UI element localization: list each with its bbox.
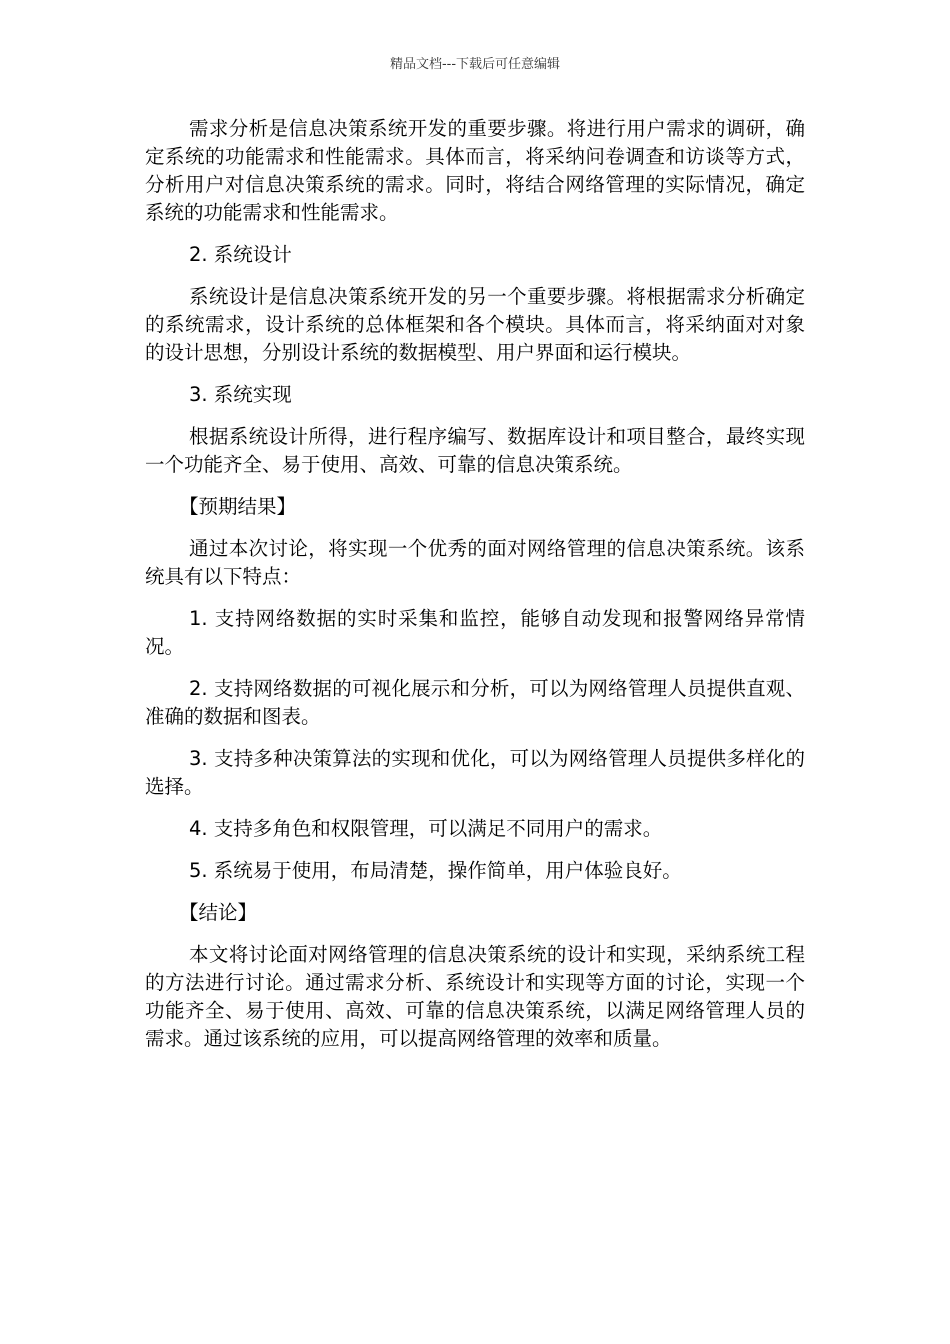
- system-implementation-paragraph: 根据系统设计所得，进行程序编写、数据库设计和项目整合，最终实现一个功能齐全、易于使用、高效、可靠的信息决策系统。: [145, 425, 805, 476]
- expected-results-heading: 【预期结果】: [179, 495, 297, 518]
- feature-item: 1. 支持网络数据的实时采集和监控，能够自动发现和报警网络异常情况。: [145, 607, 805, 658]
- system-implementation-heading: 3. 系统实现: [189, 383, 292, 406]
- feature-item: 2. 支持网络数据的可视化展示和分析，可以为网络管理人员提供直观、准确的数据和图表。: [145, 677, 805, 728]
- page-header: 精品文档---下载后可任意编辑: [389, 57, 561, 72]
- system-design-paragraph: 系统设计是信息决策系统开发的另一个重要步骤。将根据需求分析确定的系统需求，设计系统的总体框架和各个模块。具体而言，将采纳面对对象的设计思想，分别设计系统的数据模型、用户界面和运行模块。: [145, 285, 805, 364]
- conclusion-paragraph: 本文将讨论面对网络管理的信息决策系统的设计和实现，采纳系统工程的方法进行讨论。通过需求分析、系统设计和实现等方面的讨论，实现一个功能齐全、易于使用、高效、可靠的信息决策系统，以满足网络管理人员的需求。通过该系统的应用，可以提高网络管理的效率和质量。: [145, 943, 805, 1050]
- system-design-heading: 2. 系统设计: [189, 243, 292, 266]
- conclusion-heading: 【结论】: [179, 901, 258, 924]
- feature-item: 5. 系统易于使用，布局清楚，操作简单，用户体验良好。: [189, 859, 682, 882]
- requirements-analysis-paragraph: 需求分析是信息决策系统开发的重要步骤。将进行用户需求的调研，确定系统的功能需求和性能需求。具体而言，将采纳问卷调查和访谈等方式，分析用户对信息决策系统的需求。同时，将结合网络管理的实际情况，确定系统的功能需求和性能需求。: [145, 117, 805, 224]
- document-body: [145, 115, 805, 1067]
- feature-item: 4. 支持多角色和权限管理，可以满足不同用户的需求。: [189, 817, 663, 840]
- expected-results-paragraph: 通过本次讨论，将实现一个优秀的面对网络管理的信息决策系统。该系统具有以下特点：: [145, 537, 805, 588]
- feature-item: 3. 支持多种决策算法的实现和优化，可以为网络管理人员提供多样化的选择。: [145, 747, 805, 798]
